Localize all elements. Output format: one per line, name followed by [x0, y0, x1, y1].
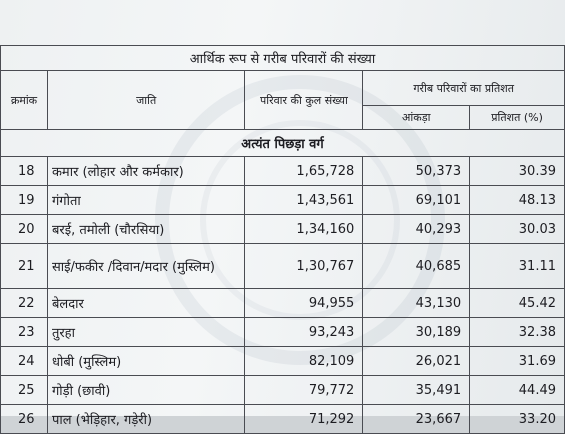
row-poor-count: 40,685 — [363, 244, 470, 289]
table-row — [1, 405, 565, 434]
row-poor-count: 35,491 — [363, 376, 470, 405]
row-total-families: 1,43,561 — [245, 186, 363, 215]
row-serial: 22 — [1, 289, 48, 318]
row-poor-percent: 45.42 — [470, 289, 565, 318]
row-serial: 19 — [1, 186, 48, 215]
header-count: आंकड़ा — [363, 106, 470, 130]
row-total-families: 1,30,767 — [245, 244, 363, 289]
row-caste: पाल (भेड़िहार, गड़ेरी) — [47, 405, 245, 434]
header-total-families: परिवार की कुल संख्या — [245, 71, 363, 130]
row-serial: 26 — [1, 405, 48, 434]
row-poor-count: 40,293 — [363, 215, 470, 244]
row-poor-percent: 48.13 — [470, 186, 565, 215]
header-caste: जाति — [47, 71, 245, 130]
row-poor-count: 30,189 — [363, 318, 470, 347]
row-poor-percent: 44.49 — [470, 376, 565, 405]
row-serial: 21 — [1, 244, 48, 289]
row-caste: कमार (लोहार और कर्मकार) — [47, 157, 245, 186]
row-total-families: 71,292 — [245, 405, 363, 434]
row-poor-count: 50,373 — [363, 157, 470, 186]
row-total-families: 1,34,160 — [245, 215, 363, 244]
row-poor-count: 43,130 — [363, 289, 470, 318]
table-row — [1, 186, 565, 215]
row-poor-percent: 31.69 — [470, 347, 565, 376]
row-serial: 20 — [1, 215, 48, 244]
table-row — [1, 376, 565, 405]
row-total-families: 82,109 — [245, 347, 363, 376]
row-caste: तुरहा — [47, 318, 245, 347]
table-row — [1, 244, 565, 289]
header-poor-families-percent: गरीब परिवारों का प्रतिशत — [363, 71, 565, 106]
table-row — [1, 289, 565, 318]
row-caste: गोड़ी (छावी) — [47, 376, 245, 405]
row-caste: बेलदार — [47, 289, 245, 318]
row-caste: साई/फकीर /दिवान/मदार (मुस्लिम) — [47, 244, 245, 289]
row-poor-percent: 31.11 — [470, 244, 565, 289]
table-title: आर्थिक रूप से गरीब परिवारों की संख्या — [1, 46, 565, 71]
poor-families-table — [0, 45, 565, 434]
row-serial: 24 — [1, 347, 48, 376]
row-total-families: 93,243 — [245, 318, 363, 347]
section-heading: अत्यंत पिछड़ा वर्ग — [1, 130, 565, 157]
row-serial: 23 — [1, 318, 48, 347]
row-caste: गंगोता — [47, 186, 245, 215]
row-poor-count: 69,101 — [363, 186, 470, 215]
table-row — [1, 318, 565, 347]
table-row — [1, 347, 565, 376]
row-poor-percent: 30.39 — [470, 157, 565, 186]
row-total-families: 1,65,728 — [245, 157, 363, 186]
row-poor-count: 23,667 — [363, 405, 470, 434]
row-caste: धोबी (मुस्लिम) — [47, 347, 245, 376]
header-percent: प्रतिशत (%) — [470, 106, 565, 130]
row-caste: बरई, तमोली (चौरसिया) — [47, 215, 245, 244]
row-total-families: 94,955 — [245, 289, 363, 318]
row-total-families: 79,772 — [245, 376, 363, 405]
row-serial: 18 — [1, 157, 48, 186]
row-serial: 25 — [1, 376, 48, 405]
row-poor-count: 26,021 — [363, 347, 470, 376]
row-poor-percent: 33.20 — [470, 405, 565, 434]
row-poor-percent: 32.38 — [470, 318, 565, 347]
header-serial: क्रमांक — [1, 71, 48, 130]
table-row — [1, 157, 565, 186]
table-row — [1, 215, 565, 244]
row-poor-percent: 30.03 — [470, 215, 565, 244]
